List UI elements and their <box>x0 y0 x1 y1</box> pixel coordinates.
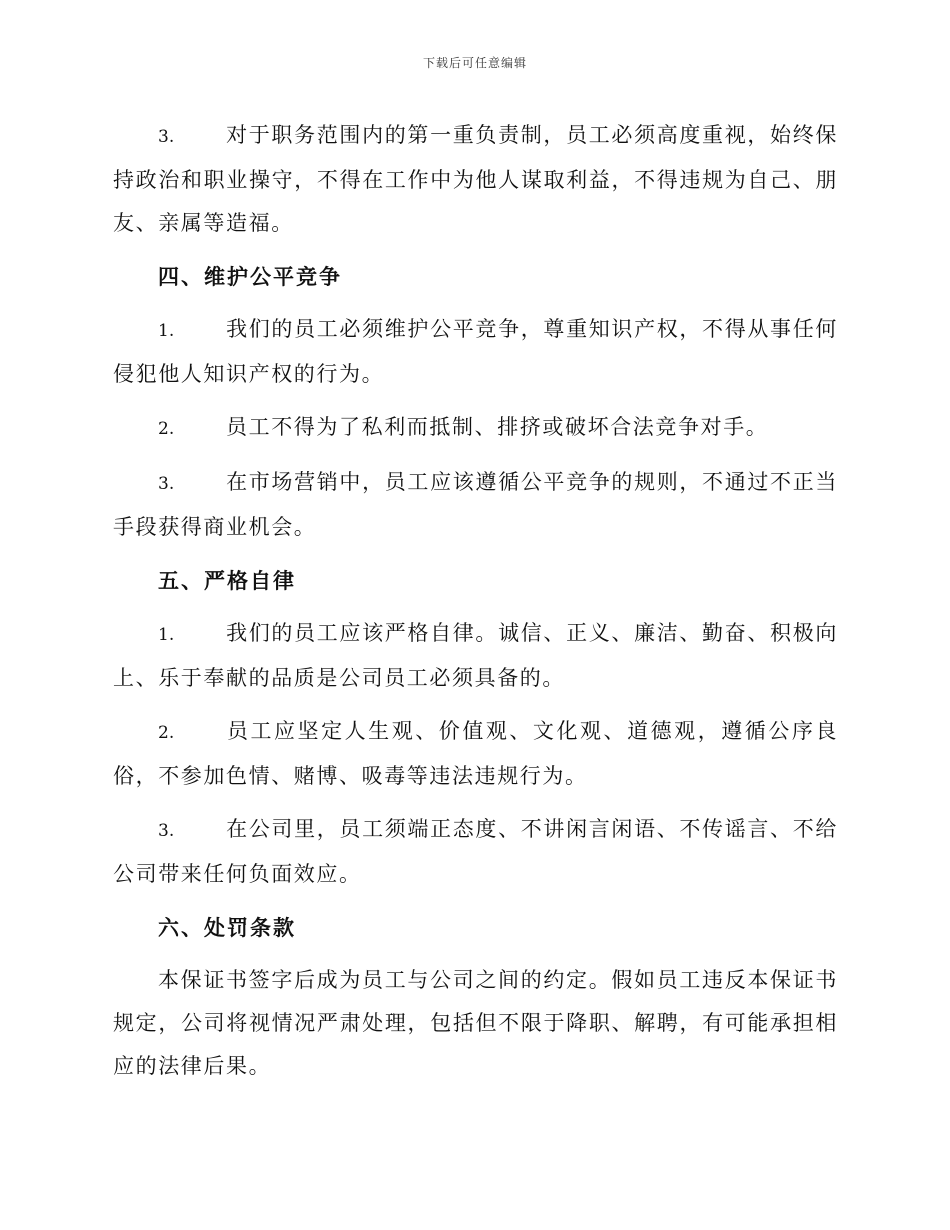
item-number: 2. <box>158 723 175 743</box>
item-text: 在公司里，员工须端正态度、不讲闲言闲语、不传谣言、不给公司带来任何负面效应。 <box>113 817 838 886</box>
item-text: 员工应坚定人生观、价值观、文化观、道德观，遵循公序良俗，不参加色情、赌博、吸毒等违法违规行为。 <box>113 719 838 788</box>
item-number: 3. <box>158 474 175 494</box>
item-number: 3. <box>158 127 175 147</box>
item-text: 在市场营销中，员工应该遵循公平竞争的规则，不通过不正当手段获得商业机会。 <box>113 470 838 539</box>
list-item <box>113 308 838 396</box>
list-item <box>113 710 838 798</box>
list-item <box>113 612 838 700</box>
item-number: 1. <box>158 321 175 341</box>
paragraph: 本保证书签字后成为员工与公司之间的约定。假如员工违反本保证书规定，公司将视情况严肃处理，包括但不限于降职、解聘，有可能承担相应的法律后果。 <box>113 968 838 1078</box>
item-number: 1. <box>158 625 175 645</box>
page-header: 下载后可任意编辑 <box>422 56 527 70</box>
list-item <box>113 114 838 245</box>
item-number: 3. <box>158 821 175 841</box>
list-item <box>113 406 838 451</box>
list-item <box>113 808 838 896</box>
document-body <box>113 114 838 1098</box>
item-number: 2. <box>158 419 175 439</box>
section-heading: 六、处罚条款 <box>158 915 296 940</box>
list-item <box>113 461 838 549</box>
item-text: 对于职务范围内的第一重负责制，员工必须高度重视，始终保持政治和职业操守，不得在工作中为他人谋取利益，不得违规为自己、朋友、亲属等造福。 <box>113 123 838 235</box>
section-heading: 四、维护公平竞争 <box>158 264 342 289</box>
item-text: 员工不得为了私利而抵制、排挤或破坏合法竞争对手。 <box>226 415 769 439</box>
section-heading: 五、严格自律 <box>158 568 296 593</box>
item-text: 我们的员工必须维护公平竞争，尊重知识产权，不得从事任何侵犯他人知识产权的行为。 <box>113 317 838 386</box>
item-text: 我们的员工应该严格自律。诚信、正义、廉洁、勤奋、积极向上、乐于奉献的品质是公司员工必须具备的。 <box>113 621 838 690</box>
